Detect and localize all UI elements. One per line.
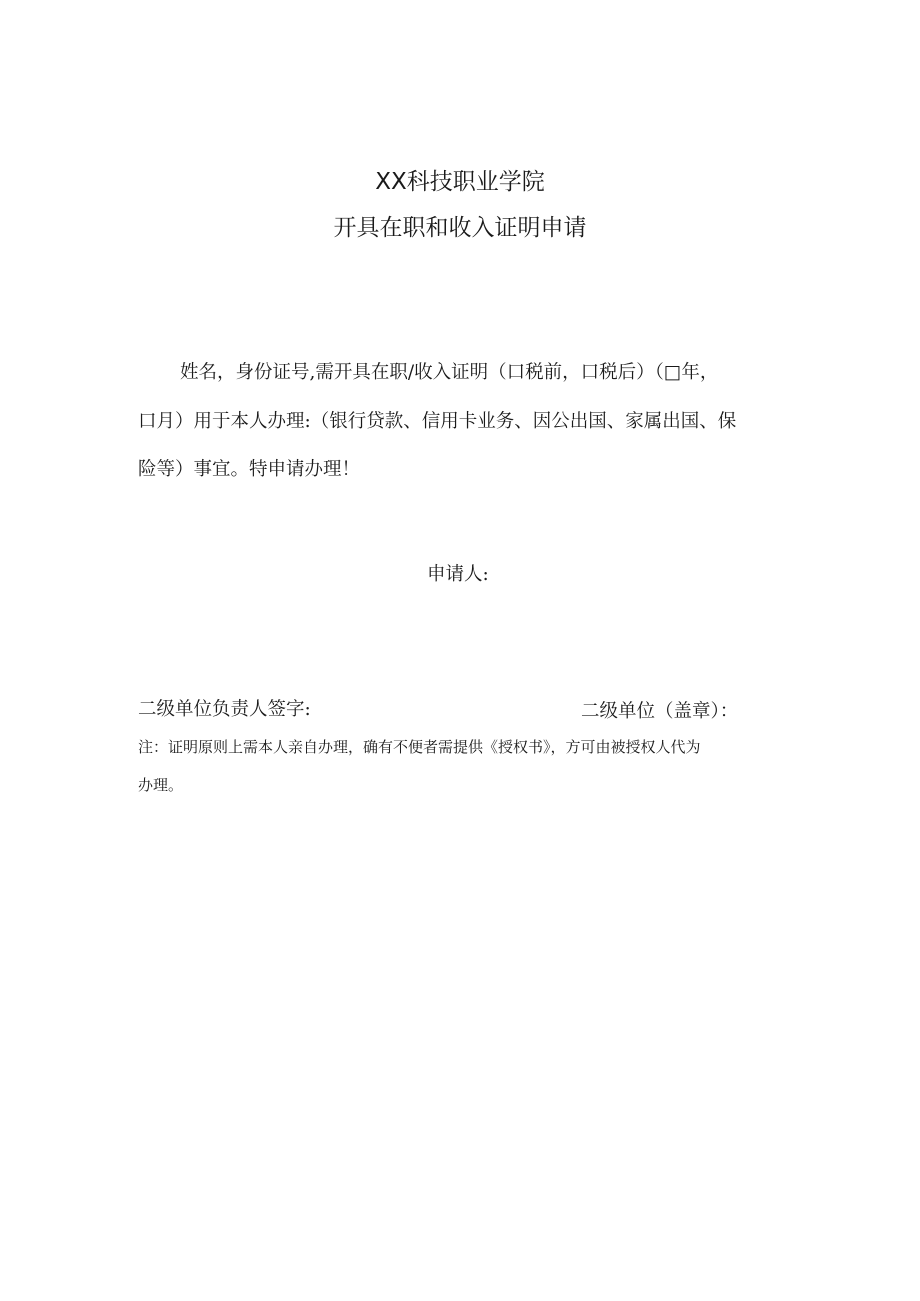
leader-signature-label: 二级单位负责人签字: (138, 699, 311, 720)
applicant-label: 申请人: (427, 564, 489, 585)
body-line: 险等）事宜。特申请办理！ (138, 459, 361, 480)
school-name: XX科技职业学院 (375, 169, 545, 195)
body-line: 姓名，身份证号,需开具在职/收入证明（口税前，口税后）（□年， (180, 362, 719, 383)
unit-seal-label: 二级单位（盖章）： (581, 701, 739, 722)
body-line: 口月）用于本人办理:（银行贷款、信用卡业务、因公出国、家属出国、保 (138, 411, 737, 432)
document-heading: 开具在职和收入证明申请 (333, 215, 587, 241)
note-line: 办理。 (138, 776, 184, 794)
note-line: 注：证明原则上需本人亲自办理，确有不便者需提供《授权书》，方可由被授权人代为 (138, 738, 701, 756)
